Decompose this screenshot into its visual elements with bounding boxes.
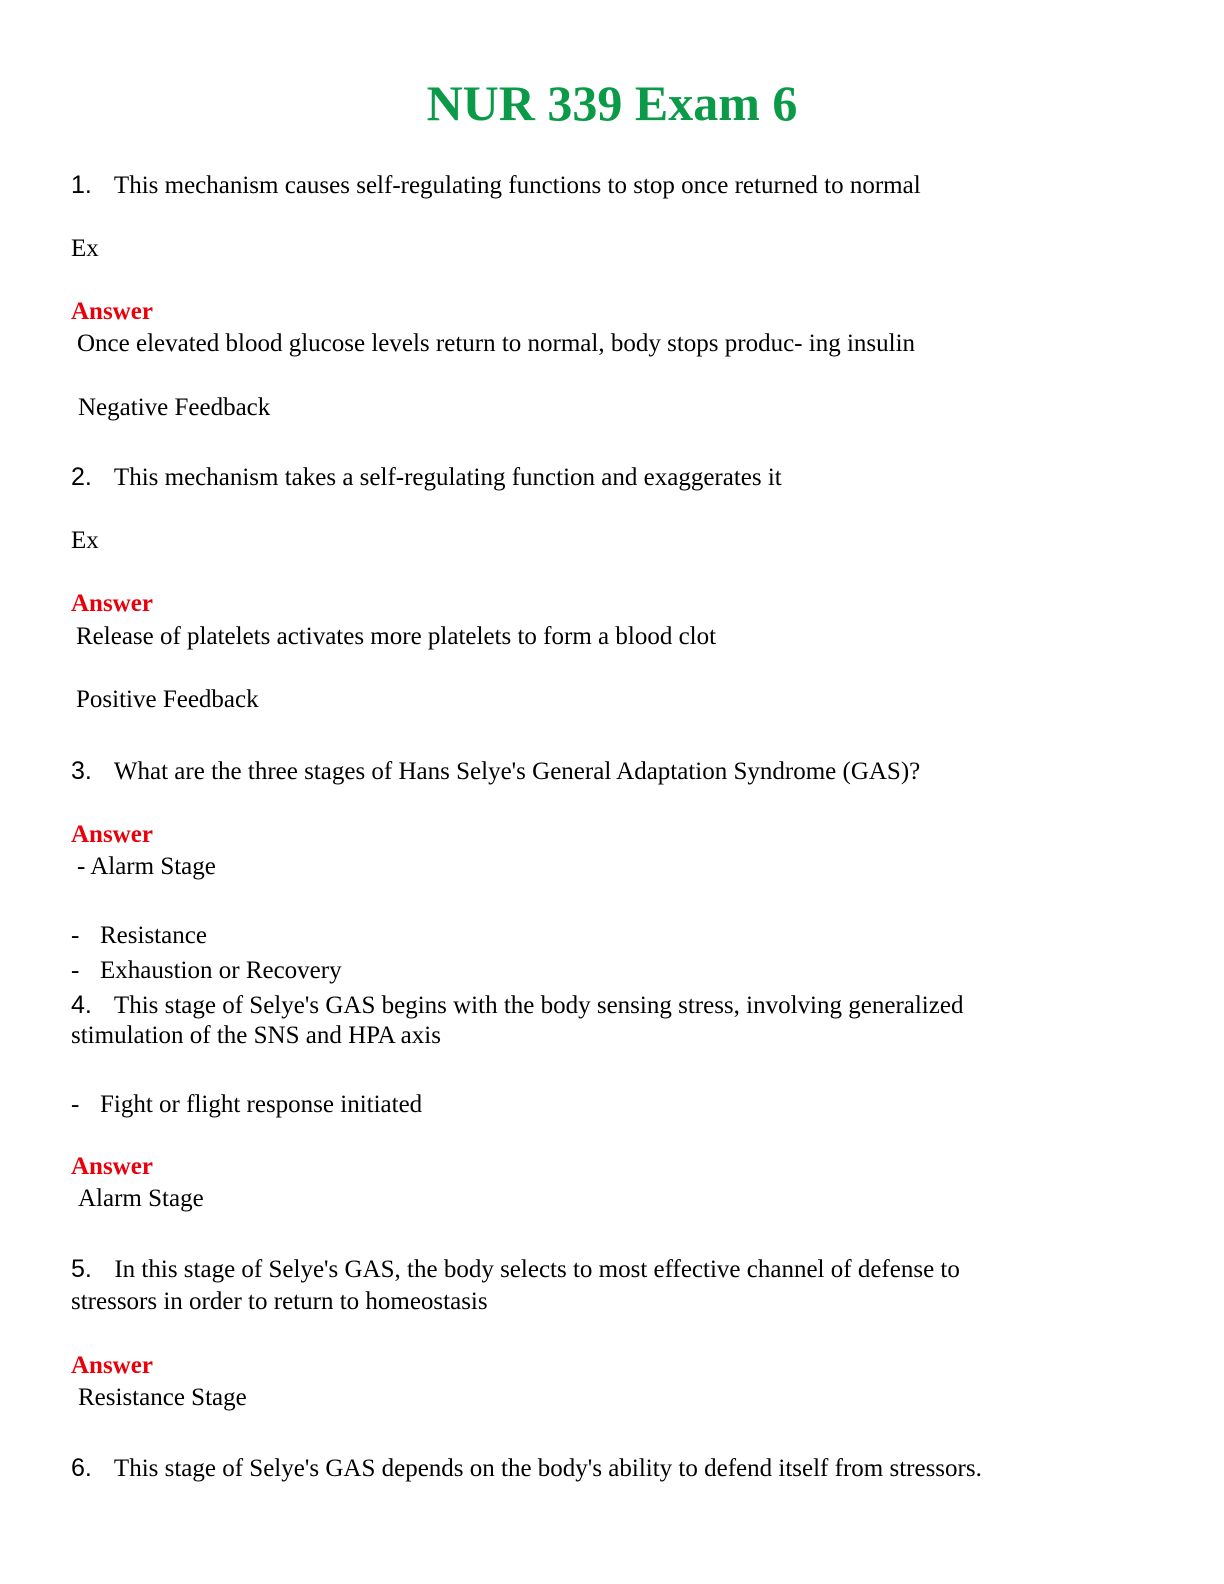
question-number: 6. <box>71 1454 92 1482</box>
question-2 <box>71 462 782 493</box>
question-text: What are the three stages of Hans Selye's General Adaptation Syndrome (GAS)? <box>113 758 921 785</box>
answer-line: Release of platelets activates more platelets to form a blood clot <box>76 623 717 650</box>
question-3 <box>71 756 920 787</box>
question-extra: Ex <box>71 235 99 262</box>
question-text: This mechanism takes a self-regulating function and exaggerates it <box>113 464 782 491</box>
answer-line: - Alarm Stage <box>77 853 216 880</box>
answer-label: Answer <box>71 590 153 617</box>
list-dash: - <box>71 1091 80 1118</box>
question-number: 5. <box>71 1255 92 1283</box>
list-dash: - <box>71 957 80 984</box>
question-number: 3. <box>71 757 92 785</box>
answer-label: Answer <box>71 1352 153 1379</box>
page-title: NUR 339 Exam 6 <box>426 75 798 131</box>
question-extra: Ex <box>71 527 99 554</box>
question-text: This mechanism causes self-regulating functions to stop once returned to normal <box>113 172 921 199</box>
answer-label: Answer <box>71 821 153 848</box>
answer-line: Once elevated blood glucose levels return to normal, body stops produc- ing insulin <box>77 330 916 357</box>
answer-line: Negative Feedback <box>78 394 271 421</box>
question-text-continued: stimulation of the SNS and HPA axis <box>71 1022 441 1049</box>
question-6 <box>71 1453 982 1484</box>
answer-line: Alarm Stage <box>78 1185 204 1212</box>
answer-label: Answer <box>71 1153 153 1180</box>
question-bullet: Fight or flight response initiated <box>100 1091 423 1118</box>
answer-line: Positive Feedback <box>76 686 259 713</box>
answer-line: Exhaustion or Recovery <box>100 957 342 984</box>
answer-line: Resistance Stage <box>78 1384 247 1411</box>
list-dash: - <box>71 922 80 949</box>
question-text: In this stage of Selye's GAS, the body selects to most effective channel of defense to <box>114 1256 960 1283</box>
question-number: 1. <box>71 171 92 199</box>
question-5 <box>71 1254 960 1285</box>
question-text: This stage of Selye's GAS depends on the body's ability to defend itself from stressors. <box>113 1455 982 1482</box>
answer-line: Resistance <box>100 922 207 949</box>
question-text-continued: stressors in order to return to homeostasis <box>71 1288 488 1315</box>
question-4 <box>71 990 963 1021</box>
question-1 <box>71 170 921 201</box>
question-text: This stage of Selye's GAS begins with the body sensing stress, involving generalized <box>113 992 964 1019</box>
answer-label: Answer <box>71 298 153 325</box>
question-number: 2. <box>71 463 92 491</box>
question-number: 4. <box>71 991 92 1019</box>
